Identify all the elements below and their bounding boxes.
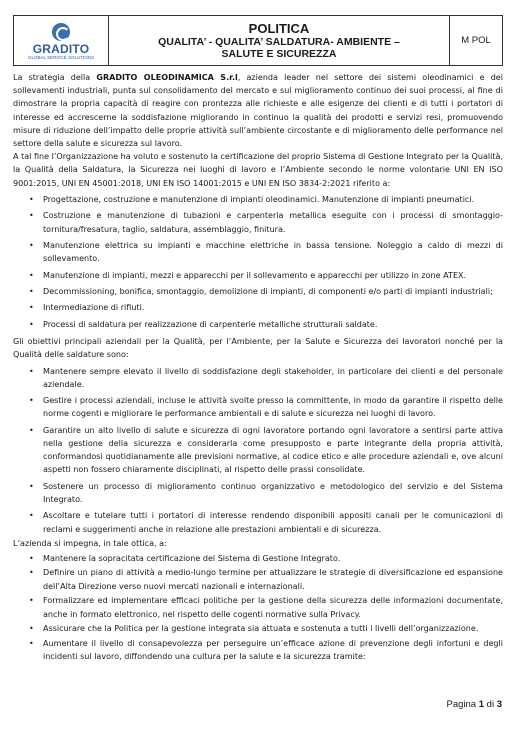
list-item: • Decommissioning, bonifica, smontaggio, demolizione di impianti, di componenti e/o parti di impianti industriali; [13, 285, 503, 298]
list-item: • Costruzione e manutenzione di tubazioni e carpenteria metallica eseguite con i processi di smontaggio-tornitura/fresatura, taglio, saldatura, assemblaggio, finitura. [13, 209, 503, 235]
page-current: 1 [478, 699, 485, 710]
list-item: • Manutenzione elettrica su impianti e macchine elettriche in bassa tensione. Noleggio a caldo di mezzi di sollevamento. [13, 239, 503, 265]
list-item: • Aumentare il livello di consapevolezza per perseguire un’efficace azione di prevenzione degli infortuni e degli incidenti sul lavoro, diffondendo una cultura per la salute e la sicurezza tramite: [13, 637, 503, 663]
document-subtitle-line2: SALUTE E SICUREZZA [221, 47, 337, 60]
logo-name: GRADITO [32, 41, 90, 56]
intro-text-end: , azienda leader nel settore dei sistemi oleodinamici e dei sollevamenti industriali, punta sul consolidamento del mercato e sul miglioramento continuo dei suoi processi, al fine di dimostrare la propria capacità di reagire con prontezza alle richieste e alle esigenze dei clienti e di tutti i portatori di interesse ed accrescerne la soddisfazione migliorando in continuo la qualità dei prodotti e servizi resi, promuovendo misure di riduzione dell’impatto delle proprie attività sull’ambiente circostante e di miglioramento delle performance nel settore della salute e sicurezza sul lavoro. [13, 73, 503, 149]
objectives-intro: Gli obiettivi principali aziendali per la Qualità, per l’Ambiente, per la Salute e Sicurezza dei lavoratori nonché per la Qualità delle saldature sono: [13, 336, 503, 360]
objectives-list [13, 365, 503, 536]
list-item: • Manutenzione di impianti, mezzi e apparecchi per il sollevamento e apparecchi per utilizzo in zone ATEX. [13, 269, 503, 282]
services-list [13, 193, 503, 331]
list-item: • Progettazione, costruzione e manutenzione di impianti oleodinamici. Manutenzione di impianti pneumatici. [13, 193, 503, 206]
list-item: • Garantire un alto livello di salute e sicurezza di ogni lavoratore portando ogni lavoratore a sentirsi parte attiva nella gestione della sicurezza e considerarla come presupposto e parte integrante della propria attività, conformandosi quotidianamente alle previsioni normative, al codice etico e alle procedure aziendali e, ove alcuni aspetti non fossero chiaramente disciplinati, al rispetto delle prassi consolidate. [13, 424, 503, 477]
company-logo [14, 16, 109, 65]
list-item: • Processi di saldatura per realizzazione di carpenterie metalliche strutturali saldate. [13, 318, 503, 331]
page-number [446, 699, 502, 710]
document-code: M POL [461, 35, 491, 46]
list-item: • Gestire i processi aziendali, incluse le attività svolte presso la committente, in modo da garantire il rispetto delle norme cogenti e migliorare le performance ambientali e di salute e sicurezza nei luoghi di lavoro. [13, 394, 503, 420]
list-item: • Sostenere un processo di miglioramento continuo organizzativo e metodologico del servizio e del Sistema Integrato. [13, 480, 503, 506]
page-of-label: di [486, 699, 495, 710]
certification-paragraph: A tal fine l’Organizzazione ha voluto e sostenuto la certificazione del proprio Sistema di Gestione Integrato per la Qualità, la Qualità della Saldatura, la Sicurezza nei luoghi di lavoro e l’Ambiente secondo le norme volontarie UNI EN ISO 9001:2015, UNI EN 45001:2018, UNI EN ISO 14001:2015 e UNI EN ISO 3834-2:2021 riferito a: [13, 152, 503, 188]
company-name: GRADITO OLEODINAMICA S.r.l [96, 73, 238, 82]
intro-text-start: La strategia della [13, 73, 97, 82]
intro-paragraph [13, 71, 503, 150]
list-item: • Formalizzare ed implementare efficaci politiche per la gestione della sicurezza delle informazioni documentate, anche in formato elettronico, nel rispetto delle cogenti normative sulla Privacy. [13, 594, 503, 620]
list-item: • Mantenere sempre elevato il livello di soddisfazione degli stakeholder, in particolare dei clienti e del personale aziendale. [13, 365, 503, 391]
list-item: • Assicurare che la Politica per la gestione integrata sia attuata e sostenuta a tutti i livelli dell’organizzazione. [13, 622, 503, 635]
list-item: • Definire un piano di attività a medio-lungo termine per attualizzare le strategie di diversificazione ed espansione dell’Alta Direzione verso nuovi mercati nazionali e internazionali. [13, 566, 503, 592]
commitments-intro: L’azienda si impegna, in tale ottica, a: [13, 538, 167, 548]
document-title-block [109, 16, 450, 65]
list-item: • Ascoltare e tutelare tutti i portatori di interesse rendendo disponibili appositi canali per le comunicazioni di reclami e suggerimenti anche in relazione alle prestazioni ambientali e di sicurezza. [13, 509, 503, 535]
commitments-list [13, 552, 503, 664]
list-item: • Mantenere la sopracitata certificazione del Sistema di Gestione Integrato. [13, 552, 503, 565]
logo-tagline: GLOBAL SERVICE SOLUTIONS [27, 54, 95, 60]
document-subtitle-line1: QUALITA’ - QUALITA’ SALDATURA- AMBIENTE – [158, 35, 400, 48]
page-total: 3 [496, 699, 502, 710]
gradito-logo-icon [52, 23, 70, 41]
page-label: Pagina [446, 699, 477, 710]
document-body [13, 71, 503, 664]
document-title: POLITICA [248, 20, 310, 36]
document-header [13, 15, 503, 66]
list-item: • Intermediazione di rifiuti. [13, 301, 503, 314]
